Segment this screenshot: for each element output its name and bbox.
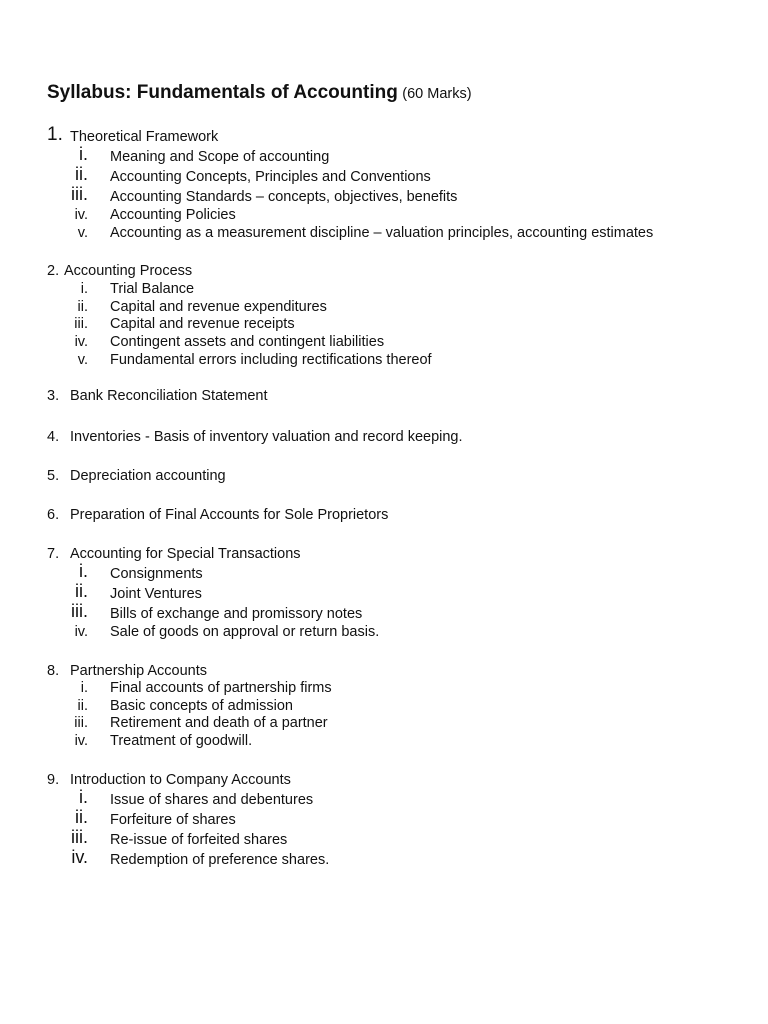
item-numeral: iii. bbox=[74, 715, 88, 731]
item-text: Accounting Standards – concepts, objectives, benefits bbox=[110, 189, 458, 205]
item-numeral: iii. bbox=[71, 827, 88, 847]
page-title bbox=[47, 81, 472, 106]
item-text: Joint Ventures bbox=[110, 586, 202, 602]
item-text: Capital and revenue expenditures bbox=[110, 299, 327, 315]
section-number: 4. bbox=[47, 429, 60, 445]
item-numeral: iv. bbox=[71, 847, 88, 867]
item-numeral: ii. bbox=[77, 299, 88, 315]
section-number: 8. bbox=[47, 663, 60, 679]
item-text: Forfeiture of shares bbox=[110, 812, 236, 828]
item-text: Accounting as a measurement discipline – valuation principles, accounting estimates bbox=[110, 225, 654, 241]
section-number: 1. bbox=[47, 124, 63, 145]
item-text: Contingent assets and contingent liabilities bbox=[110, 334, 385, 350]
item-text: Treatment of goodwill. bbox=[110, 733, 253, 749]
item-numeral: i. bbox=[79, 787, 88, 807]
item-numeral: iv. bbox=[74, 207, 88, 223]
item-text: Basic concepts of admission bbox=[110, 698, 293, 714]
item-text: Retirement and death of a partner bbox=[110, 715, 328, 731]
item-text: Consignments bbox=[110, 566, 203, 582]
section-number: 6. bbox=[47, 507, 60, 523]
item-text: Trial Balance bbox=[110, 281, 195, 297]
item-text: Bills of exchange and promissory notes bbox=[110, 606, 363, 622]
section-title: Partnership Accounts bbox=[70, 663, 208, 679]
section-number: 3. bbox=[47, 388, 60, 404]
item-text: Final accounts of partnership firms bbox=[110, 680, 332, 696]
item-numeral: iii. bbox=[71, 184, 88, 204]
item-numeral: i. bbox=[79, 144, 88, 164]
section-title: Theoretical Framework bbox=[70, 129, 219, 145]
item-numeral: ii. bbox=[75, 581, 88, 601]
item-numeral: iv. bbox=[74, 733, 88, 749]
item-text: Meaning and Scope of accounting bbox=[110, 149, 330, 165]
item-numeral: i. bbox=[79, 561, 88, 581]
item-numeral: v. bbox=[77, 352, 88, 368]
item-numeral: iv. bbox=[74, 334, 88, 350]
item-numeral: v. bbox=[77, 225, 88, 241]
item-numeral: i. bbox=[80, 281, 88, 297]
section-title: Inventories - Basis of inventory valuation and record keeping. bbox=[70, 429, 463, 445]
item-text: Capital and revenue receipts bbox=[110, 316, 295, 332]
section-title: Bank Reconciliation Statement bbox=[70, 388, 268, 404]
item-numeral: iii. bbox=[71, 601, 88, 621]
item-text: Issue of shares and debentures bbox=[110, 792, 314, 808]
item-numeral: ii. bbox=[77, 698, 88, 714]
item-text: Fundamental errors including rectifications thereof bbox=[110, 352, 432, 368]
item-numeral: ii. bbox=[75, 164, 88, 184]
section-title: Accounting for Special Transactions bbox=[70, 546, 301, 562]
item-text: Redemption of preference shares. bbox=[110, 852, 330, 868]
section-number: 5. bbox=[47, 468, 60, 484]
section-number: 9. bbox=[47, 772, 60, 788]
item-text: Accounting Policies bbox=[110, 207, 236, 223]
item-text: Accounting Concepts, Principles and Conventions bbox=[110, 169, 431, 185]
section-number: 2. bbox=[47, 263, 60, 279]
item-numeral: ii. bbox=[75, 807, 88, 827]
section-title: Preparation of Final Accounts for Sole Proprietors bbox=[70, 507, 389, 523]
item-text: Re-issue of forfeited shares bbox=[110, 832, 288, 848]
item-numeral: i. bbox=[80, 680, 88, 696]
title-marks: (60 Marks) bbox=[402, 86, 472, 102]
section-number: 7. bbox=[47, 546, 60, 562]
item-text: Sale of goods on approval or return basis. bbox=[110, 624, 380, 640]
item-numeral: iv. bbox=[74, 624, 88, 640]
section-title: Introduction to Company Accounts bbox=[70, 772, 291, 788]
section-title: Depreciation accounting bbox=[70, 468, 226, 484]
section-title: Accounting Process bbox=[64, 263, 193, 279]
title-main: Syllabus: Fundamentals of Accounting bbox=[47, 82, 398, 103]
item-numeral: iii. bbox=[74, 316, 88, 332]
